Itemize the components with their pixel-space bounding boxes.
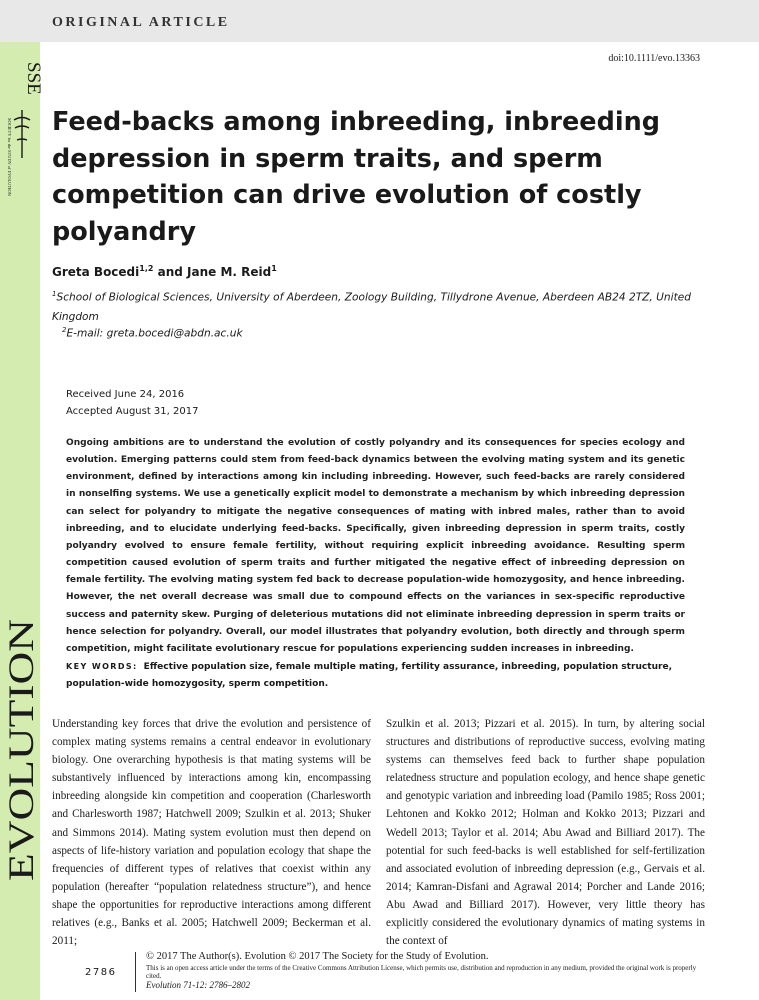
author-affil-sup: 1 — [271, 264, 277, 273]
author-name: Greta Bocedi — [52, 265, 140, 279]
abstract: Ongoing ambitions are to understand the evolution of costly polyandry and its consequences for species ecology and evolution. Emerging patterns could stem from feed-back dynamics between the evolving mating system and its genetic environment, defined by interactions among kin including inbreeding. However, such feed-backs are rarely considered in nonselfing systems. We use a genetically explicit model to demonstrate a mechanism by which inbreeding depression can select for polyandry to mitigate the negative consequences of mating with inbred males, rather than to avoid inbreeding, and to elucidate underlying feed-backs. Specifically, given inbreeding depression in sperm traits, costly polyandry evolved to ensure female fertility, without requiring explicit inbreeding avoidance. Resulting sperm competition caused evolution of sperm traits and further mitigated the negative effect of inbreeding depression on female fertility. The evolving mating system fed back to decrease population-wide homozygosity, and hence inbreeding. However, the net overall decrease was small due to compound effects on the variances in sex-specific reproductive success and paternity skew. Purging of deleterious mutations did not eliminate inbreeding depression in sperm traits or hence selection for polyandry. Overall, our model illustrates that polyandry evolution, both directly and through sperm competition, might facilitate evolutionary rescue for populations experiencing sudden increases in inbreeding. — [66, 438, 685, 654]
received-date: Received June 24, 2016 — [66, 389, 185, 400]
keywords — [66, 658, 685, 693]
header-band — [0, 0, 759, 42]
society-name-text: SOCIETY for the STUDY of EVOLUTION — [7, 118, 12, 196]
article-dates — [66, 386, 198, 420]
affiliation-text: School of Biological Sciences, University of Aberdeen, Zoology Building, Tillydrone Avenue, Aberdeen AB24 2TZ, United Kingdom — [52, 291, 691, 323]
body-column-right: Szulkin et al. 2013; Pizzari et al. 2015). In turn, by altering social structures and distributions of reproductive success, evolving mating systems can themselves feed back to further shape population relatedness structure and population ecology, and hence shape genetic and genotypic variation and inbreeding load (Pamilo 1985; Ross 2001; Lehtonen and Kokko 2012; Holman and Kokko 2013; Pizzari and Wedell 2013; Taylor et al. 2014; Abu Awad and Billiard 2017). The potential for such feed-backs is well established for self-fertilization and associated evolution of inbreeding depression (e.g., Gervais et al. 2014; Kamran-Disfani and Agrawal 2014; Porcher and Lande 2016; Abu Awad and Billiard 2017). However, very little theory has explicitly considered the evolutionary dynamics of mating systems in the context of — [386, 718, 705, 948]
email-text: E-mail: greta.bocedi@abdn.ac.uk — [66, 327, 243, 340]
sse-logo-text: SSE — [23, 62, 44, 95]
body-column-left: Understanding key forces that drive the evolution and persistence of complex mating systems remains a central endeavor in evolutionary biology. One overarching hypothesis is that mating systems will be substantively influenced by interactions among kin, encompassing inbreeding alongside kin competition and cooperation (Charlesworth and Charlesworth 1987; Hatchwell 2009; Szulkin et al. 2013; Shuker and Simmons 2014). Mating system evolution must then depend on aspects of life-history variation and population ecology that shape the frequencies of different types of relatives that coexist within any population (hereafter “population relatedness structure”), and hence shape the opportunities for reproductive interactions among different relatives (e.g., Banks et al. 2005; Hatchwell 2009; Beckerman et al. 2011; — [52, 718, 371, 948]
footer — [146, 951, 706, 991]
author-list — [52, 264, 277, 279]
affiliation-sup: 1 — [52, 290, 57, 298]
email-sup: 2 — [62, 326, 67, 334]
journal-name-vertical: EVOLUTION — [1, 673, 41, 881]
license-notice: This is an open access article under the terms of the Creative Commons Attribution License, which permits use, distribution and reproduction in any medium, provided the original work is properly cited. — [146, 964, 697, 980]
author-affil-sup: 1,2 — [139, 264, 154, 273]
copyright-notice: © 2017 The Author(s). Evolution © 2017 The Society for the Study of Evolution. — [146, 951, 489, 962]
footer-divider — [135, 952, 136, 992]
doi: doi:10.1111/evo.13363 — [608, 53, 700, 64]
sse-society-logo — [4, 60, 44, 196]
accepted-date: Accepted August 31, 2017 — [66, 406, 199, 417]
journal-reference: Evolution 71-12: 2786–2802 — [146, 980, 250, 990]
article-type-label: ORIGINAL ARTICLE — [52, 15, 230, 30]
contact-email — [62, 326, 243, 340]
keywords-label: KEY WORDS: — [66, 662, 138, 671]
dragonfly-icon — [14, 110, 30, 158]
author-name: Jane M. Reid — [187, 265, 272, 279]
keywords-text: Effective population size, female multiple mating, fertility assurance, inbreeding, population structure, population-wide homozygosity, sperm competition. — [66, 662, 673, 689]
affiliation — [52, 285, 702, 327]
journal-wordmark — [1, 619, 39, 881]
article-title: Feed-backs among inbreeding, inbreeding depression in sperm traits, and sperm competition can drive evolution of costly polyandry — [52, 107, 660, 247]
page-number: 2786 — [85, 967, 117, 978]
author-joiner: and — [153, 265, 188, 279]
